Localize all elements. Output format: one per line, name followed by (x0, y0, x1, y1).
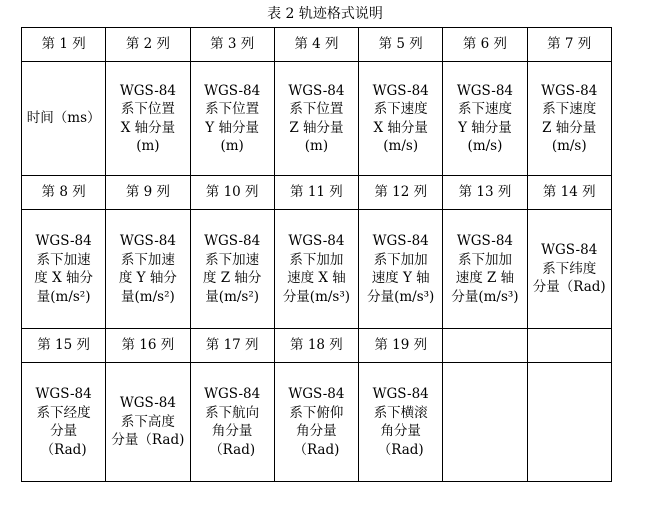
column-header: 第 1 列 (22, 28, 106, 62)
column-description: WGS-84 系下加加 速度 X 轴 分量(m/s³) (274, 210, 358, 329)
column-description (527, 363, 611, 482)
column-header: 第 19 列 (359, 329, 443, 363)
column-description: WGS-84 系下位置 Z 轴分量 (m) (274, 62, 358, 176)
column-header: 第 13 列 (443, 176, 527, 210)
column-description: WGS-84 系下高度 分量（Rad) (106, 363, 190, 482)
column-header: 第 18 列 (274, 329, 358, 363)
header-row-1 (22, 28, 612, 62)
description-row-3 (22, 363, 612, 482)
header-row-3 (22, 329, 612, 363)
column-description: WGS-84 系下加加 速度 Z 轴 分量(m/s³) (443, 210, 527, 329)
column-description: WGS-84 系下加速 度 X 轴分 量(m/s²) (22, 210, 106, 329)
column-header: 第 11 列 (274, 176, 358, 210)
column-description: WGS-84 系下加速 度 Y 轴分 量(m/s²) (106, 210, 190, 329)
column-header: 第 3 列 (190, 28, 274, 62)
trajectory-format-table (21, 27, 612, 482)
column-header: 第 12 列 (359, 176, 443, 210)
column-header: 第 4 列 (274, 28, 358, 62)
column-description: 时间（ms） (22, 62, 106, 176)
column-description: WGS-84 系下加速 度 Z 轴分 量(m/s²) (190, 210, 274, 329)
column-header: 第 6 列 (443, 28, 527, 62)
column-header: 第 9 列 (106, 176, 190, 210)
column-header: 第 7 列 (527, 28, 611, 62)
column-description: WGS-84 系下纬度 分量（Rad) (527, 210, 611, 329)
column-description: WGS-84 系下横滚 角分量 （Rad) (359, 363, 443, 482)
column-description: WGS-84 系下经度 分量 （Rad) (22, 363, 106, 482)
column-description: WGS-84 系下俯仰 角分量 （Rad) (274, 363, 358, 482)
column-description (443, 363, 527, 482)
column-description: WGS-84 系下速度 Y 轴分量 (m/s) (443, 62, 527, 176)
column-description: WGS-84 系下航向 角分量 （Rad) (190, 363, 274, 482)
column-header: 第 17 列 (190, 329, 274, 363)
column-header: 第 2 列 (106, 28, 190, 62)
column-header: 第 8 列 (22, 176, 106, 210)
column-description: WGS-84 系下速度 Z 轴分量 (m/s) (527, 62, 611, 176)
header-row-2 (22, 176, 612, 210)
column-description: WGS-84 系下位置 X 轴分量 (m) (106, 62, 190, 176)
column-header: 第 15 列 (22, 329, 106, 363)
table-caption: 表 2 轨迹格式说明 (267, 6, 383, 22)
column-header: 第 16 列 (106, 329, 190, 363)
column-header (443, 329, 527, 363)
column-description: WGS-84 系下位置 Y 轴分量 (m) (190, 62, 274, 176)
description-row-1 (22, 62, 612, 176)
column-header: 第 5 列 (359, 28, 443, 62)
column-header (527, 329, 611, 363)
description-row-2 (22, 210, 612, 329)
column-description: WGS-84 系下加加 速度 Y 轴 分量(m/s³) (359, 210, 443, 329)
column-header: 第 14 列 (527, 176, 611, 210)
column-header: 第 10 列 (190, 176, 274, 210)
column-description: WGS-84 系下速度 X 轴分量 (m/s) (359, 62, 443, 176)
